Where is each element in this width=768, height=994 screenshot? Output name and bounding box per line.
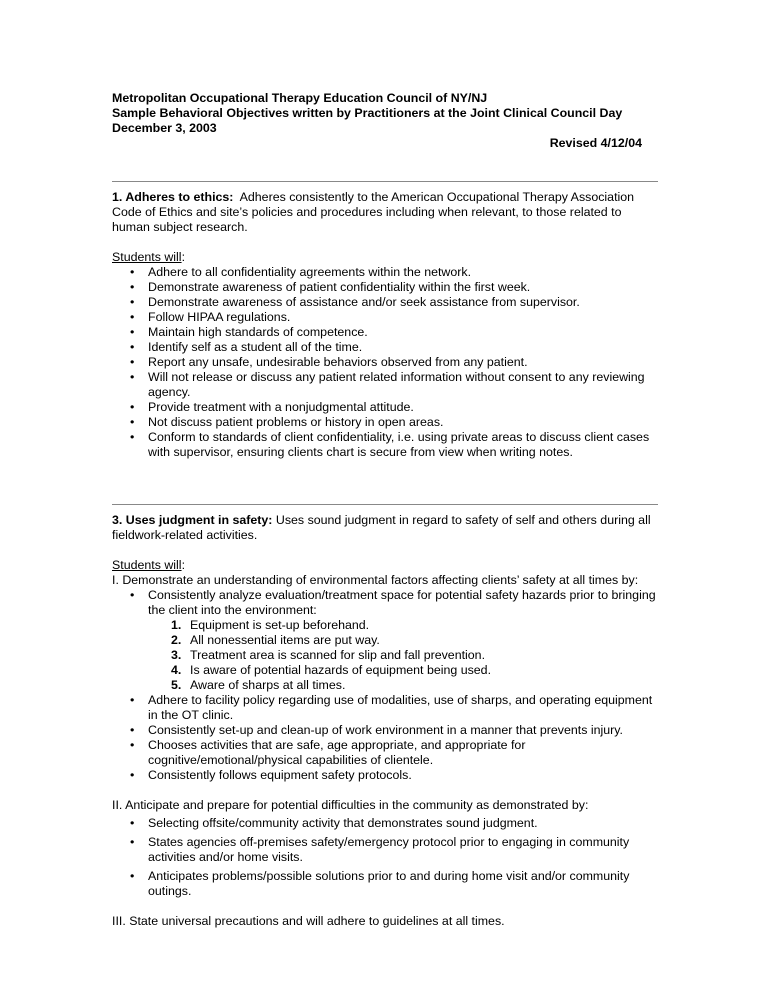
bullet-icon: •	[130, 340, 135, 354]
list-item: 2. All nonessential items are put way.	[171, 633, 380, 647]
header-subtitle: Sample Behavioral Objectives written by Practitioners at the Joint Clinical Council Day	[112, 106, 623, 120]
list-item: • Demonstrate awareness of assistance and/or seek assistance from supervisor.	[130, 295, 580, 309]
header-date: December 3, 2003	[112, 121, 217, 135]
list-item: • Follow HIPAA regulations.	[130, 310, 291, 324]
safety-checklist	[148, 618, 658, 693]
section-ethics-description: Adheres consistently to the American Occupational Therapy Association Code of Ethics and site’s policies and procedures including when relevant, to those related to human subject research.	[112, 190, 635, 234]
list-item: • States agencies off-premises safety/emergency protocol prior to engaging in community activities and/or home visits.	[130, 835, 630, 864]
section-safety-title: 3. Uses judgment in safety:	[112, 513, 273, 527]
list-item: • Consistently set-up and clean-up of work environment in a manner that prevents injury.	[130, 723, 623, 737]
list-item: • Conform to standards of client confidentiality, i.e. using private areas to discuss client cases with supervisor, ensuring clients chart is secure from view when writing notes.	[130, 430, 650, 459]
list-item: • Anticipates problems/possible solutions prior to and during home visit and/or community outings.	[130, 869, 630, 898]
document-page	[112, 91, 658, 929]
list-item: • Adhere to facility policy regarding use of modalities, use of sharps, and operating equipment in the OT clinic.	[130, 693, 653, 722]
bullet-icon: •	[130, 816, 135, 830]
ethics-objectives-list	[112, 265, 658, 460]
safety-part-1-intro: I. Demonstrate an understanding of environmental factors affecting clients’ safety at all times by:	[112, 573, 639, 587]
section-ethics-title: 1. Adheres to ethics:	[112, 190, 234, 204]
safety-part-1-list	[112, 588, 658, 783]
list-item: • Consistently analyze evaluation/treatment space for potential safety hazards prior to bringing the client into the environment: 1. Equipment is set-up beforehand. 2. All nonessential items are put way. 3. Treatment area is scanned for slip and fall prevention. 4. Is aware of potential hazards of equipment being used. 5. Aware of sharps at all times.	[112, 588, 658, 693]
list-item: 3. Treatment area is scanned for slip and fall prevention.	[171, 648, 486, 662]
section-safety-description: Uses sound judgment in regard to safety of self and others during all fieldwork-related activities.	[112, 513, 651, 542]
bullet-icon: •	[130, 869, 135, 883]
list-item: 5. Aware of sharps at all times.	[171, 678, 346, 692]
bullet-icon: •	[130, 415, 135, 429]
bullet-icon: •	[130, 355, 135, 369]
safety-part-2-intro: II. Anticipate and prepare for potential difficulties in the community as demonstrated by:	[112, 798, 589, 812]
list-item: • Demonstrate awareness of patient confidentiality within the first week.	[130, 280, 531, 294]
bullet-icon: •	[130, 835, 135, 849]
list-item: 1. Equipment is set-up beforehand.	[171, 618, 370, 632]
students-will-label: Students will:	[112, 250, 186, 264]
list-item: • Provide treatment with a nonjudgmental attitude.	[130, 400, 414, 414]
header-council-name: Metropolitan Occupational Therapy Education Council of NY/NJ	[112, 91, 488, 105]
list-item: • Report any unsafe, undesirable behaviors observed from any patient.	[130, 355, 528, 369]
bullet-icon: •	[130, 400, 135, 414]
list-item: • Consistently follows equipment safety protocols.	[130, 768, 412, 782]
bullet-icon: •	[130, 325, 135, 339]
list-item: • Adhere to all confidentiality agreements within the network.	[130, 265, 472, 279]
section-safety-heading	[112, 513, 658, 543]
document-header	[112, 91, 658, 151]
bullet-icon: •	[130, 723, 135, 737]
list-item: • Chooses activities that are safe, age appropriate, and appropriate for cognitive/emotional/physical capabilities of clientele.	[130, 738, 526, 767]
bullet-icon: •	[130, 280, 135, 294]
bullet-icon: •	[130, 430, 135, 444]
bullet-icon: •	[130, 768, 135, 782]
list-item: • Will not release or discuss any patient related information without consent to any reviewing agency.	[130, 370, 645, 399]
section-safety	[112, 513, 658, 929]
list-item: 4. Is aware of potential hazards of equipment being used.	[171, 663, 492, 677]
bullet-icon: •	[130, 265, 135, 279]
bullet-icon: •	[130, 370, 135, 384]
list-item: • Not discuss patient problems or history in open areas.	[130, 415, 444, 429]
bullet-icon: •	[130, 693, 135, 707]
bullet-icon: •	[130, 588, 135, 602]
list-item: • Identify self as a student all of the time.	[130, 340, 363, 354]
list-item: • Selecting offsite/community activity that demonstrates sound judgment.	[130, 816, 538, 830]
header-revised: Revised 4/12/04	[549, 136, 642, 150]
bullet-icon: •	[130, 295, 135, 309]
bullet-icon: •	[130, 310, 135, 324]
section-ethics-heading	[112, 190, 658, 235]
list-item: • Maintain high standards of competence.	[130, 325, 368, 339]
students-will-label: Students will:	[112, 558, 186, 572]
section-ethics	[112, 190, 658, 460]
safety-part-3-intro: III. State universal precautions and will adhere to guidelines at all times.	[112, 914, 505, 928]
bullet-icon: •	[130, 738, 135, 752]
safety-part-2-list	[112, 816, 658, 899]
